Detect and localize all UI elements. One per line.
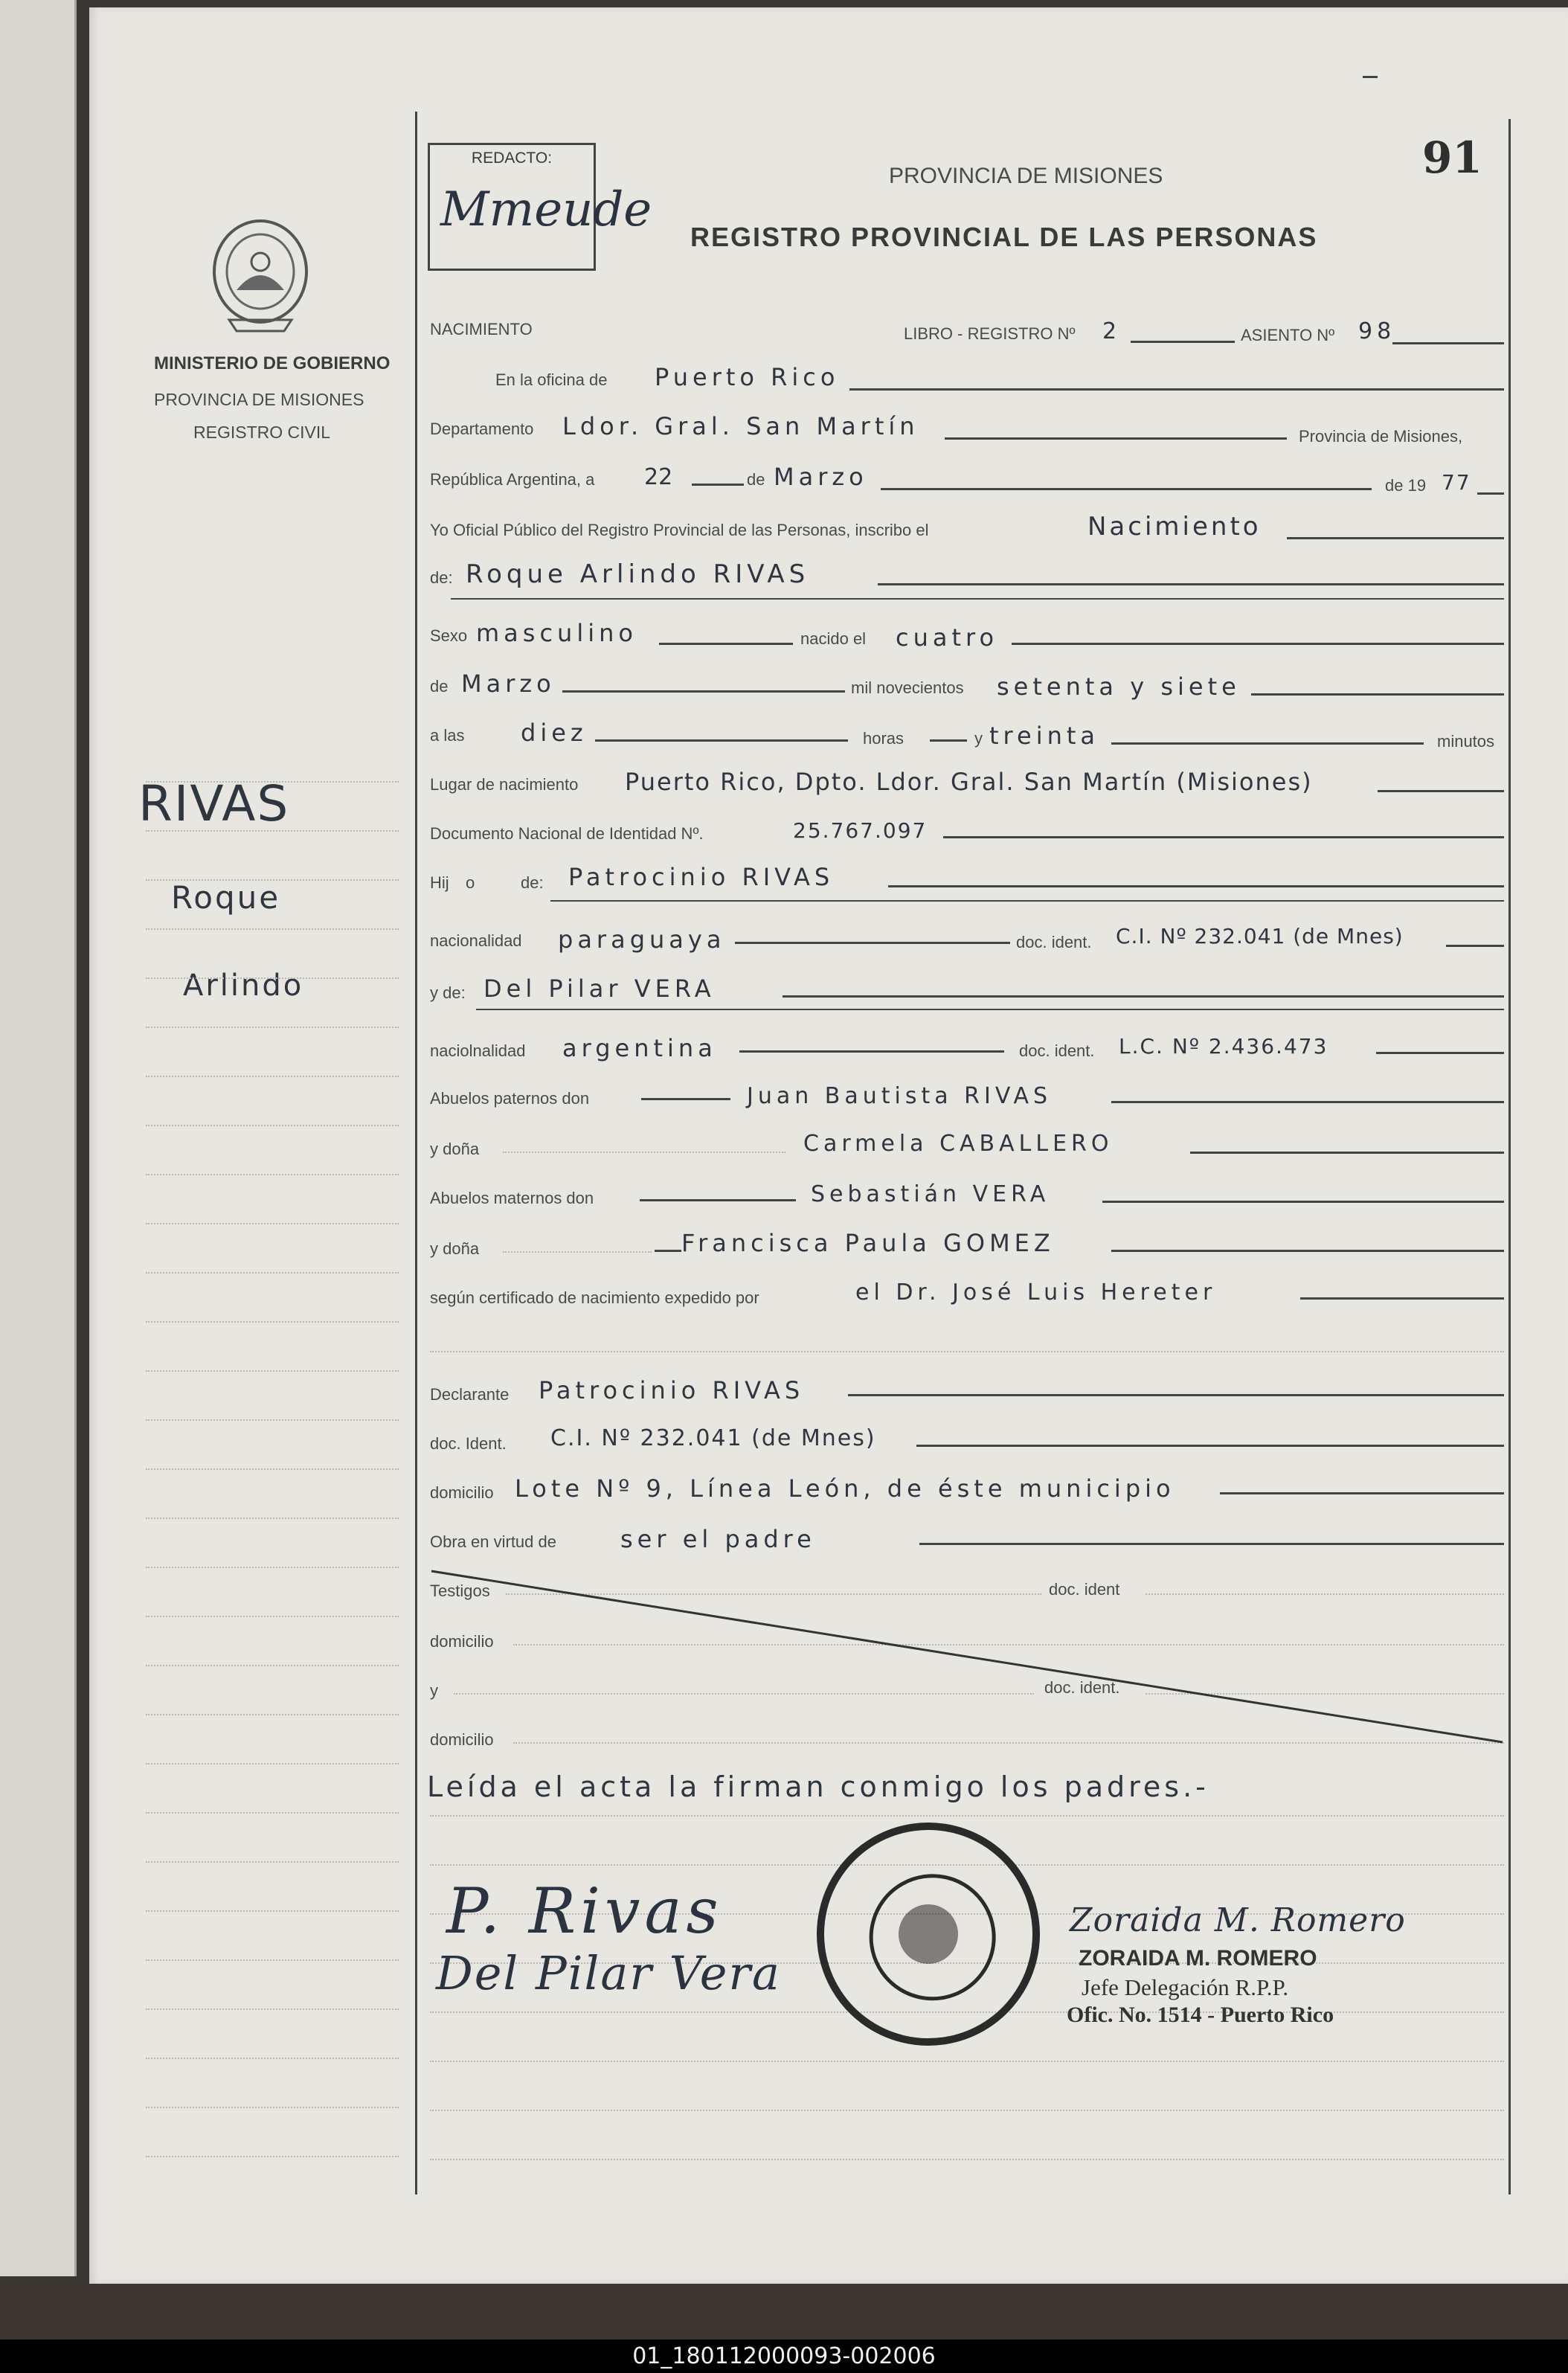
libro-line: [1131, 341, 1235, 343]
abuela-pat-line: [1190, 1152, 1504, 1154]
birth-month-value: Marzo: [461, 669, 556, 698]
doc-label: doc. Ident.: [430, 1434, 507, 1453]
province-seal-icon: [207, 216, 315, 335]
sidebar-rule: [146, 1714, 399, 1715]
nacionalidad2-label: naciolnalidad: [430, 1041, 526, 1060]
sidebar-rule: [146, 1763, 399, 1765]
sidebar-rule: [146, 1272, 399, 1274]
hours-value: diez: [521, 719, 588, 747]
asiento-label: ASIENTO Nº: [1241, 326, 1335, 344]
father-underline: [550, 900, 1504, 902]
top-dash: [1363, 76, 1378, 78]
de-name-label: de:: [430, 568, 453, 587]
doc-ident2-label: doc. ident.: [1019, 1041, 1095, 1060]
mother-doc-value: L.C. Nº 2.436.473: [1119, 1034, 1328, 1059]
redacto-box: [428, 143, 652, 271]
provincia-suffix: Provincia de Misiones,: [1299, 427, 1463, 446]
official-name: ZORAIDA M. ROMERO: [1079, 1946, 1317, 1971]
dni-value: 25.767.097: [793, 818, 928, 843]
declarante-label: Declarante: [430, 1385, 510, 1404]
declarante-doc-value: C.I. Nº 232.041 (de Mnes): [550, 1425, 876, 1451]
father-nat-value: paraguaya: [558, 925, 726, 954]
hours-line: [595, 739, 848, 742]
minutos-label: minutos: [1437, 732, 1495, 751]
nacido-line: [1012, 643, 1504, 645]
sidebar-rule: [146, 1468, 399, 1470]
mother-nat-value: argentina: [562, 1034, 717, 1062]
name-underline: [451, 598, 1504, 600]
certificado-value: el Dr. José Luis Hereter: [855, 1279, 1217, 1306]
margin-surname: RIVAS: [138, 775, 290, 832]
y-dona-dots: [503, 1152, 785, 1153]
declarante-line: [848, 1394, 1504, 1396]
name-value: Roque Arlindo RIVAS: [466, 559, 810, 589]
doc-ident3-label: doc. ident: [1049, 1580, 1120, 1599]
body-rule: [430, 2061, 1504, 2062]
domicilio-label: domicilio: [430, 1483, 494, 1502]
y-dona2-dots: [503, 1251, 652, 1253]
y-dona2-line: [655, 1250, 681, 1252]
right-frame-line: [1508, 119, 1511, 2194]
nacionalidad-label: nacionalidad: [430, 931, 522, 950]
father-value: Patrocinio RIVAS: [568, 863, 835, 891]
birth-year-value: setenta y siete: [997, 672, 1241, 701]
abuelos-pat-line-b: [1111, 1101, 1504, 1103]
sidebar-rule: [146, 830, 399, 832]
minutes-line: [1111, 742, 1424, 745]
year-value: 77: [1442, 470, 1471, 495]
sidebar-rule: [146, 2058, 399, 2059]
declarante-doc-line: [916, 1445, 1504, 1447]
abuelos-mat-label: Abuelos maternos don: [430, 1189, 594, 1207]
republica-label: República Argentina, a: [430, 470, 595, 489]
closing-statement: Leída el acta la firman conmigo los padres.-: [427, 1770, 1209, 1803]
ministry-label: MINISTERIO DE GOBIERNO: [154, 353, 391, 373]
redacto-signature: Mmeude: [440, 182, 652, 237]
horas-line: [930, 739, 967, 742]
birth-year-line: [1251, 693, 1504, 696]
abuela-mat-line: [1111, 1250, 1504, 1252]
obra-value: ser el padre: [620, 1525, 816, 1553]
sidebar-rule: [146, 1321, 399, 1323]
sidebar-rule: [146, 879, 399, 881]
father-line: [888, 885, 1504, 887]
month-line: [881, 488, 1372, 490]
de-year-label: de 19: [1385, 476, 1427, 495]
domicilio3-label: domicilio: [430, 1730, 494, 1749]
certificado-label: según certificado de nacimiento expedido por: [430, 1288, 759, 1307]
year-line: [1477, 492, 1504, 495]
declarante-value: Patrocinio RIVAS: [539, 1376, 805, 1404]
sidebar-rule: [146, 977, 399, 979]
nacido-label: nacido el: [800, 629, 867, 648]
doc-ident4-label: doc. ident.: [1044, 1678, 1120, 1697]
page-number: 91: [1422, 132, 1482, 183]
sidebar-rule: [146, 1812, 399, 1814]
witness-strike-line: [417, 1562, 1510, 1748]
mother-value: Del Pilar VERA: [483, 974, 716, 1003]
left-page-edge: [0, 0, 77, 2276]
de-label: de: [747, 470, 765, 489]
cert-dots: [430, 1351, 1504, 1352]
oficial-line: [1287, 537, 1504, 539]
file-id: 01_180112000093-002006: [632, 2343, 936, 2369]
body-rule: [430, 1815, 1504, 1817]
oficina-label: En la oficina de: [495, 370, 608, 389]
official-office: Ofic. No. 1514 - Puerto Rico: [1067, 2003, 1334, 2027]
redacto-label: REDACTO:: [471, 150, 553, 167]
libro-value: 2: [1102, 318, 1122, 344]
abuelos-pat-line-a: [641, 1098, 730, 1100]
oficial-text: Yo Oficial Público del Registro Provincial de las Personas, inscribo el: [430, 521, 929, 539]
departamento-line: [945, 437, 1287, 440]
oficina-line: [849, 388, 1504, 391]
registry-title: REGISTRO PROVINCIAL DE LAS PERSONAS: [690, 222, 1318, 252]
body-rule: [430, 2159, 1504, 2160]
sidebar-rule: [146, 1567, 399, 1568]
certificado-line: [1300, 1297, 1504, 1300]
domicilio-line: [1220, 1492, 1504, 1494]
sidebar-province-label: PROVINCIA DE MISIONES: [154, 390, 364, 409]
obra-label: Obra en virtud de: [430, 1532, 556, 1551]
father-doc-value: C.I. Nº 232.041 (de Mnes): [1116, 924, 1404, 948]
mother-underline: [476, 1009, 1504, 1010]
father-signature: P. Rivas: [446, 1875, 723, 1947]
body-rule: [430, 2110, 1504, 2111]
sidebar-rule: [146, 2156, 399, 2157]
sexo-line: [659, 643, 793, 645]
a-las-label: a las: [430, 726, 465, 745]
type-label: NACIMIENTO: [430, 320, 533, 338]
civil-registry-label: REGISTRO CIVIL: [193, 423, 331, 442]
birth-month-line: [562, 690, 845, 693]
domicilio-value: Lote Nº 9, Línea León, de éste municipio: [515, 1474, 1175, 1503]
file-id-bar: [0, 2340, 1568, 2373]
sexo-label: Sexo: [430, 626, 468, 645]
sidebar-rule: [146, 1616, 399, 1617]
mother-line: [783, 995, 1504, 998]
margin-given-name-2: Arlindo: [183, 969, 304, 1003]
mother-nat-line: [739, 1050, 1004, 1053]
oficina-value: Puerto Rico: [655, 363, 840, 391]
de-month-label: de: [430, 677, 449, 696]
departamento-label: Departamento: [430, 420, 534, 438]
official-signature: Zoraida M. Romero: [1070, 1901, 1406, 1939]
y-dona-label: y doña: [430, 1140, 480, 1158]
nacido-value: cuatro: [896, 623, 999, 652]
doc-ident-label: doc. ident.: [1016, 933, 1092, 951]
lugar-line: [1378, 790, 1504, 792]
lugar-value: Puerto Rico, Dpto. Ldor. Gral. San Martín (Misiones): [625, 768, 1313, 796]
abuela-pat-value: Carmela CABALLERO: [803, 1131, 1114, 1157]
hijo-de-label: de:: [521, 873, 544, 892]
dni-label: Documento Nacional de Identidad Nº.: [430, 824, 704, 843]
day-value: 22: [644, 464, 673, 490]
mother-signature: Del Pilar Vera: [436, 1946, 781, 2000]
sidebar-rule: [146, 2107, 399, 2108]
left-frame-line: [415, 112, 417, 2194]
mil-label: mil novecientos: [851, 678, 964, 697]
horas-label: horas: [863, 729, 905, 748]
hijo-label: Hij: [430, 873, 449, 892]
dni-line: [943, 836, 1504, 838]
mother-doc-line: [1376, 1052, 1504, 1054]
sidebar-rule: [146, 1910, 399, 1912]
sidebar-rule: [146, 1861, 399, 1863]
sidebar-rule: [146, 1419, 399, 1421]
y-label: y: [974, 729, 983, 748]
testigos-label: Testigos: [430, 1582, 490, 1600]
sidebar-rule: [146, 1076, 399, 1077]
minutes-value: treinta: [989, 722, 1100, 750]
y2-label: y: [430, 1681, 438, 1700]
father-doc-line: [1446, 945, 1504, 947]
official-role: Jefe Delegación R.P.P.: [1082, 1974, 1289, 2000]
sidebar-rule: [146, 1665, 399, 1666]
libro-label: LIBRO - REGISTRO Nº: [904, 324, 1076, 343]
sidebar-rule: [146, 1518, 399, 1519]
abuelos-mat-line-a: [640, 1199, 796, 1201]
asiento-line: [1392, 342, 1504, 344]
y-de-label: y de:: [430, 983, 466, 1002]
father-nat-line: [735, 942, 1010, 944]
abuelo-pat-value: Juan Bautista RIVAS: [747, 1083, 1053, 1109]
hijo-value: o: [466, 873, 475, 892]
day-line: [692, 484, 744, 486]
oficial-value: Nacimiento: [1087, 512, 1262, 542]
abuelo-mat-value: Sebastián VERA: [811, 1181, 1050, 1207]
sidebar-rule: [146, 781, 399, 783]
margin-given-name-1: Roque: [171, 879, 281, 916]
month-value: Marzo: [774, 463, 868, 491]
y-dona2-label: y doña: [430, 1239, 480, 1258]
obra-line: [919, 1543, 1504, 1545]
abuelos-pat-label: Abuelos paternos don: [430, 1089, 590, 1108]
lugar-label: Lugar de nacimiento: [430, 775, 579, 794]
sidebar-rule: [146, 928, 399, 930]
sidebar-rule: [146, 1174, 399, 1175]
sidebar-rule: [146, 1027, 399, 1028]
departamento-value: Ldor. Gral. San Martín: [562, 412, 919, 440]
sidebar-rule: [146, 1370, 399, 1372]
sidebar-rule: [146, 1125, 399, 1126]
abuelo-mat-line-b: [1102, 1201, 1504, 1203]
sidebar-rule: [146, 1223, 399, 1224]
sexo-value: masculino: [476, 619, 637, 647]
sidebar-rule: [146, 1959, 399, 1961]
asiento-value: 98: [1358, 318, 1396, 344]
province-heading: PROVINCIA DE MISIONES: [889, 164, 1163, 188]
domicilio2-label: domicilio: [430, 1632, 494, 1651]
abuela-mat-value: Francisca Paula GOMEZ: [681, 1229, 1055, 1257]
sidebar-rule: [146, 2008, 399, 2010]
name-line: [878, 583, 1504, 585]
